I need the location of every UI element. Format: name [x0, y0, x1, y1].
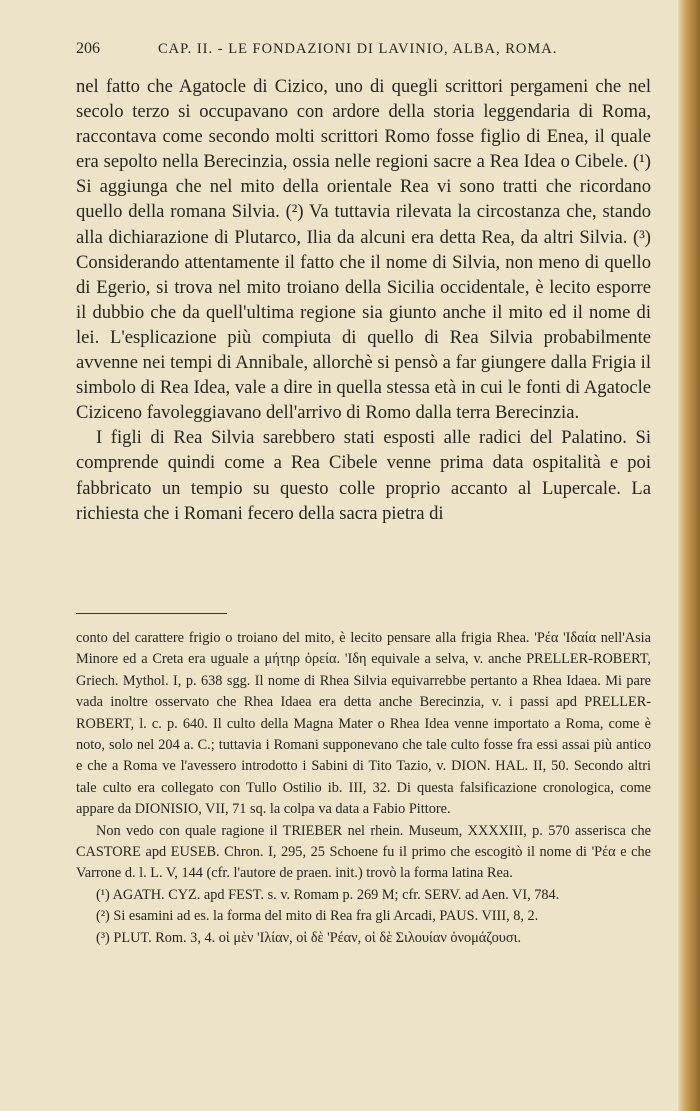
footnote-3: (³) PLUT. Rom. 3, 4. οἱ μὲν 'Ιλίαν, οἱ δὲ 'Ρέαν, οἱ δὲ Σιλουίαν ὀνομάζουσι.	[96, 929, 522, 946]
footnote-1: (¹) AGATH. CYZ. apd FEST. s. v. Romam p. 269 M; cfr. SERV. ad Aen. VI, 784.	[96, 886, 560, 903]
main-text	[76, 74, 651, 526]
footnotes	[76, 628, 651, 949]
paragraph: I figli di Rea Silvia sarebbero stati esposti alle radici del Palatino. Si comprende quindi come a Rea Cibele venne prima data ospitalità e poi fabbricato un tempio su questo colle proprio accanto al Lupercale. La richiesta che i Romani fecero della sacra pietra di	[76, 427, 651, 524]
footnote-2: (²) Si esamini ad es. la forma del mito di Rea fra gli Arcadi, PAUS. VIII, 8, 2.	[96, 908, 539, 925]
page-number: 206	[76, 40, 100, 57]
paragraph: nel fatto che Agatocle di Cizico, uno di quegli scrittori pergameni che nel secolo terzo si occupavano con ardore della storia leggendaria di Roma, raccontava come secondo molti scrittori Romo fosse figlio di Enea, il quale era sepolto nella Berecinzia, ossia nelle regioni sacre a Rea Idea o Cibele. (¹) Si aggiunga che nel mito della orientale Rea vi sono tratti che ricordano quello della romana Silvia. (²) Va tuttavia rilevata la circostanza che, stando alla dichiarazione di Plutarco, Ilia da alcuni era detta Rea, da altri Silvia. (³) Considerando attentamente il fatto che il nome di Silvia, non meno di quello di Egerio, si trova nel mito troiano della Sicilia occidentale, è lecito esporre il dubbio che da quell'ultima regione sia giunto anche il mito ed il nome di lei. L'esplicazione più compiuta di quello di Rea Silvia probabilmente avvenne nei tempi di Annibale, allorchè si pensò a far giungere dalla Frigia il simbolo di Rea Idea, vale a dire in quella stessa età in cui le fonti di Agatocle Ciziceno favoleggiavano dell'arrivo di Romo dalla terra Berecinzia.	[76, 76, 651, 424]
running-title: CAP. II. - LE FONDAZIONI DI LAVINIO, ALBA, ROMA.	[158, 41, 558, 57]
footnote-paragraph: Non vedo con quale ragione il TRIEBER nel rhein. Museum, XXXXIII, p. 570 asserisca che CASTORE apd EUSEB. Chron. I, 295, 25 Schoene fu il primo che escogitò il nome di 'Ρέα e che Varrone d. l. L. V, 144 (cfr. l'autore de praen. init.) trovò la forma latina Rea.	[76, 822, 651, 882]
page-edge	[678, 0, 700, 1111]
footnote-separator	[76, 613, 227, 614]
footnote-continuation: conto del carattere frigio o troiano del mito, è lecito pensare alla frigia Rhea. 'Ρέα 'Ιδαία nell'Asia Minore ed a Creta era uguale a μήτηρ ὀρεία. 'Ιδη equivale a selva, v. anche PRELLER-ROBERT, Griech. Mythol. I, p. 638 sgg. Il nome di Rhea Silvia equivarrebbe pertanto a Rhea Idaea. Mi pare vada inoltre osservato che Rhea Idaea era detta anche Berecinzia, v. i passi apd PRELLER-ROBERT, l. c. p. 640. Il culto della Magna Mater o Rhea Idea venne importato a Roma, come è noto, solo nel 204 a. C.; tuttavia i Romani supponevano che tale culto fosse fra essi assai più antico e che a Roma ve l'avessero introdotto i Sabini di Tito Tazio, v. DION. HAL. II, 50. Secondo altri tale culto era collegato con Tullo Ostilio ib. III, 32. Di questa falsificazione cronologica, come appare da DIONISIO, VII, 71 sq. la colpa va data a Fabio Pittore.	[76, 630, 651, 818]
